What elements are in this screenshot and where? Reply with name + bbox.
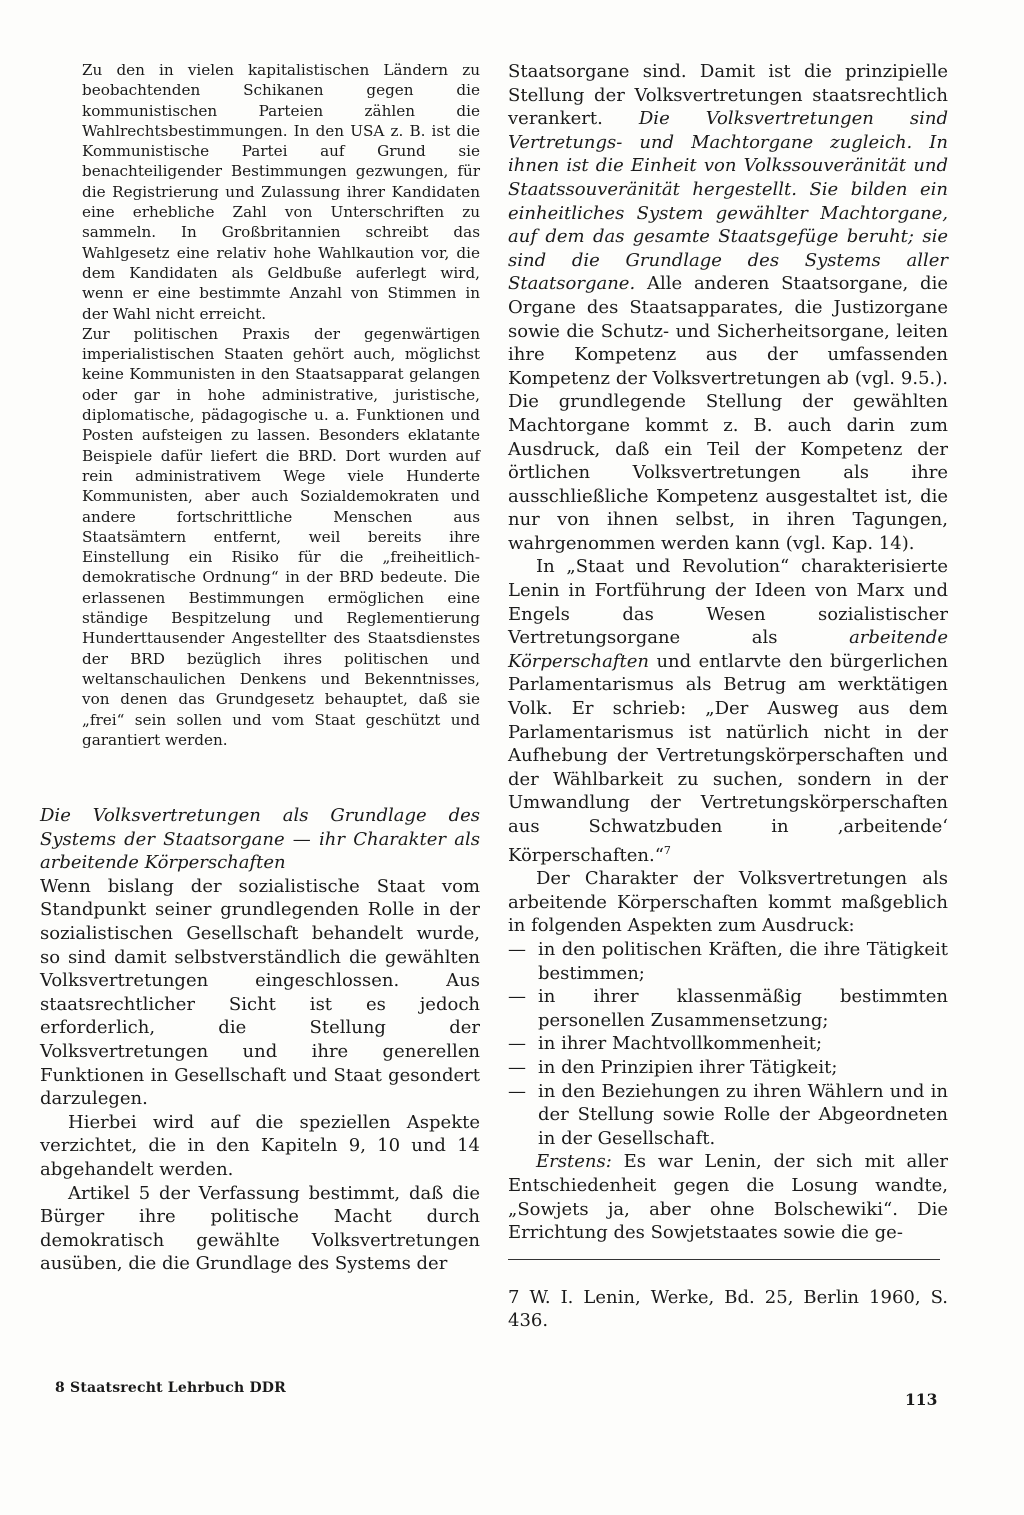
printer-signature: 8 Staatsrecht Lehrbuch DDR <box>55 1380 286 1396</box>
right-paragraph-3: Der Charakter der Volksvertretungen als arbeitende Körperschaften kommt maßgeblich in folgenden Aspekten zum Ausdruck: <box>508 868 948 937</box>
footnote: 7 W. I. Lenin, Werke, Bd. 25, Berlin 1960, S. 436. <box>508 1286 948 1332</box>
left-body-text <box>40 875 480 1276</box>
p1-emphasis: Die Volksvertretungen sind Vertretungs- und Machtorgane zugleich. In ihnen ist die Einheit von Volkssouveränität und Staatssouveränität hergestellt. Sie bilden ein einheitliches System gewählter Machtorgane, auf dem das gesamte Staatsgefüge beruht; sie sind die Grundlage des Systems aller Staatsorgane. <box>508 108 948 295</box>
p2-emphasis: arbeitende Körperschaften <box>508 627 948 672</box>
footnote-divider <box>508 1259 940 1260</box>
body-paragraph-3: Artikel 5 der Verfassung bestimmt, daß die Bürger ihre politische Macht durch demokratisch gewählte Volksvertretungen ausüben, die die Grundlage des Systems der <box>40 1182 480 1275</box>
p2-text-a: In „Staat und Revolution“ charakterisierte Lenin in Fortführung der Ideen von Marx und Engels das Wesen sozialistischer Vertretungsorgane als <box>508 556 948 649</box>
body-paragraph-1: Wenn bislang der sozialistische Staat vom Standpunkt seiner grundlegenden Rolle in der sozialistischen Gesellschaft behandelt wurde, so sind damit selbstverständlich die gewählten Volksvertretungen eingeschlossen. Aus staatsrechtlicher Sicht ist es jedoch erforderlich, die Stellung der Volksvertretungen und ihre generellen Funktionen in Gesellschaft und Staat gesondert darzulegen. <box>40 875 480 1110</box>
right-paragraph-4 <box>508 1150 948 1244</box>
small-paragraph-2: Zur politischen Praxis der gegenwärtigen imperialistischen Staaten gehört auch, möglichst keine Kommunisten in den Staatsapparat gelangen oder gar in hohe administrative, juristische, diplomatische, pädagogische u. a. Funktionen und Posten aufsteigen zu lassen. Besonders eklatante Beispiele dafür liefert die BRD. Dort wurden auf rein administrativem Wege viele Hunderte Kommunisten, aber auch Sozialdemokraten und andere fortschrittliche Menschen aus Staatsämtern entfernt, weil bereits ihre Einstellung ein Risiko für die „freiheitlich-demokratische Ordnung“ in der BRD bedeute. Die erlassenen Bestimmungen ermöglichen eine ständige Bespitzelung und Reglementierung Hunderttausender Angestellter des Staatsdienstes der BRD bezüglich ihres politischen und weltanschaulichen Denkens und Bekenntnisses, von denen das Grundgesetz behauptet, daß sie „frei“ sein sollen und vom Staat geschützt und garantiert werden. <box>82 324 480 749</box>
p1-text-c: Alle anderen Staatsorgane, die Organe des Staatsapparates, die Justizorgane sowie die Schutz- und Sicherheitsorgane, leiten ihre Kompetenz aus der umfassenden Kompetenz der Volksvertretungen ab (vgl. 9.5.). Die grundlegende Stellung der gewählten Machtorgane kommt z. B. auch darin zum Ausdruck, daß ein Teil der Kompetenz der örtlichen Volksvertretungen als ihre ausschließliche Kompetenz ausgestaltet ist, die nur von ihnen selbst, in ihren Tagungen, wahrgenommen werden kann (vgl. Kap. 14). <box>508 273 948 554</box>
right-column <box>508 60 948 1333</box>
footnote-reference: 7 <box>663 843 671 857</box>
p4-emphasis: Erstens: <box>536 1151 612 1173</box>
p2-text-c: und entlarvte den bürgerlichen Parlamentarismus als Betrug am werktätigen Volk. Er schrieb: „Der Ausweg aus dem Parlamentarismus ist natürlich nicht in der Aufhebung der Vertretungskörperschaften und der Wählbarkeit zu suchen, sondern in der Umwandlung der Vertretungskörperschaften aus Schwatzbuden in ‚arbeitende‘ Körperschaften.“ <box>508 650 948 866</box>
list-item: — in den politischen Kräften, die ihre Tätigkeit bestimmen; <box>508 938 948 985</box>
right-paragraph-2 <box>508 555 948 867</box>
list-item: — in den Prinzipien ihrer Tätigkeit; <box>508 1056 948 1080</box>
body-paragraph-2: Hierbei wird auf die speziellen Aspekte verzichtet, die in den Kapiteln 9, 10 und 14 abgehandelt werden. <box>40 1111 480 1180</box>
page-number: 113 <box>905 1390 938 1409</box>
right-paragraph-1 <box>508 60 948 555</box>
list-item: — in den Beziehungen zu ihren Wählern und in der Stellung sowie Rolle der Abgeordneten in der Gesellschaft. <box>508 1080 948 1151</box>
section-heading: Die Volksvertretungen als Grundlage des Systems der Staatsorgane — ihr Charakter als arbeitende Körperschaften <box>40 805 480 874</box>
p1-text-a: Staatsorgane sind. Damit ist die prinzipielle Stellung der Volksvertretungen staatsrechtlich verankert. <box>508 61 948 130</box>
left-column <box>40 60 480 1276</box>
small-paragraph-1: Zu den in vielen kapitalistischen Ländern zu beobachtenden Schikanen gegen die kommunistischen Parteien zählen die Wahlrechtsbestimmungen. In den USA z. B. ist die Kommunistische Partei auf Grund sie benachteiligender Bestimmungen gezwungen, für die Registrierung und Zulassung ihrer Kandidaten eine erhebliche Zahl von Unterschriften zu sammeln. In Großbritannien schreibt das Wahlgesetz eine relativ hohe Wahlkaution vor, die dem Kandidaten als Geldbuße auferlegt wird, wenn er eine bestimmte Anzahl von Stimmen in der Wahl nicht erreicht. <box>82 61 480 323</box>
aspect-list <box>508 938 948 1150</box>
p4-text: Es war Lenin, der sich mit aller Entschiedenheit gegen die Losung wandte, „Sowjets ja, aber ohne Bolschewiki“. Die Errichtung des Sowjetstaates sowie die ge- <box>508 1151 948 1244</box>
small-print-block <box>40 60 480 750</box>
list-item: — in ihrer Machtvollkommenheit; <box>508 1032 948 1056</box>
list-item: — in ihrer klassenmäßig bestimmten personellen Zusammensetzung; <box>508 985 948 1032</box>
